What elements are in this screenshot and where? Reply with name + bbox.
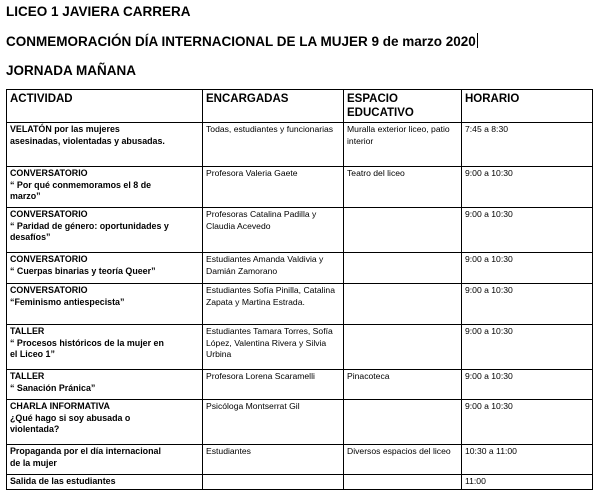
column-header-activity: ACTIVIDAD xyxy=(7,90,203,123)
activity-line: CHARLA INFORMATIVA xyxy=(10,401,110,411)
table-row xyxy=(7,370,593,400)
table-header-row xyxy=(7,90,593,123)
table-row xyxy=(7,475,593,490)
activity-cell xyxy=(7,325,203,370)
activity-line: “Feminismo antiespecista” xyxy=(10,296,125,307)
activity-line: TALLER xyxy=(10,371,45,381)
school-name: LICEO 1 JAVIERA CARRERA xyxy=(6,4,191,19)
space-cell: Muralla exterior liceo, patio interior xyxy=(344,123,462,167)
column-header-in-charge: ENCARGADAS xyxy=(203,90,344,123)
activity-cell xyxy=(7,370,203,400)
table-row xyxy=(7,123,593,167)
activity-line: “ Cuerpas binarias y teoría Queer” xyxy=(10,265,156,276)
activity-cell xyxy=(7,284,203,325)
in-charge-cell xyxy=(203,475,344,490)
activity-line: CONVERSATORIO xyxy=(10,254,88,264)
table-row xyxy=(7,445,593,475)
space-cell xyxy=(344,284,462,325)
in-charge-cell: Estudiantes xyxy=(203,445,344,475)
activity-line: “ Por qué conmemoramos el 8 de xyxy=(10,179,152,190)
activity-cell xyxy=(7,167,203,208)
table-row xyxy=(7,400,593,445)
time-cell: 10:30 a 11:00 xyxy=(462,445,593,475)
table-row xyxy=(7,325,593,370)
in-charge-cell: Estudiantes Sofía Pinilla, Catalina Zapata y Martina Estrada. xyxy=(203,284,344,325)
time-cell: 9:00 a 10:30 xyxy=(462,253,593,284)
time-cell: 9:00 a 10:30 xyxy=(462,284,593,325)
in-charge-cell: Estudiantes Tamara Torres, Sofía López, Valentina Rivera y Silvia Urbina xyxy=(203,325,344,370)
space-cell: Pinacoteca xyxy=(344,370,462,400)
activity-cell xyxy=(7,475,203,490)
activity-line: CONVERSATORIO xyxy=(10,168,88,178)
space-cell: Diversos espacios del liceo xyxy=(344,445,462,475)
table-row xyxy=(7,167,593,208)
activity-cell xyxy=(7,208,203,253)
time-cell: 9:00 a 10:30 xyxy=(462,208,593,253)
activity-line: marzo” xyxy=(10,191,41,202)
in-charge-cell: Profesoras Catalina Padilla y Claudia Acevedo xyxy=(203,208,344,253)
activity-line: TALLER xyxy=(10,326,45,336)
activity-line: CONVERSATORIO xyxy=(10,209,88,219)
time-cell: 9:00 a 10:30 xyxy=(462,325,593,370)
shift-label: JORNADA MAÑANA xyxy=(6,63,136,78)
activity-line: VELATÓN por las mujeres xyxy=(10,124,120,134)
activity-line: ¿Qué hago si soy abusada o xyxy=(10,412,131,423)
activity-line: de la mujer xyxy=(10,457,57,468)
activity-line: Salida de las estudiantes xyxy=(10,476,116,486)
in-charge-cell: Todas, estudiantes y funcionarias xyxy=(203,123,344,167)
activity-cell xyxy=(7,445,203,475)
activity-line: desafíos” xyxy=(10,232,51,243)
time-cell: 9:00 a 10:30 xyxy=(462,400,593,445)
activity-line: “ Paridad de género: oportunidades y xyxy=(10,220,169,231)
time-cell: 7:45 a 8:30 xyxy=(462,123,593,167)
space-cell xyxy=(344,400,462,445)
in-charge-cell: Profesora Lorena Scaramelli xyxy=(203,370,344,400)
table-row xyxy=(7,253,593,284)
activity-line: CONVERSATORIO xyxy=(10,285,88,295)
table-row xyxy=(7,284,593,325)
schedule-table xyxy=(6,89,593,490)
activity-line: el Liceo 1” xyxy=(10,349,55,360)
space-cell xyxy=(344,475,462,490)
column-header-space: ESPACIO EDUCATIVO xyxy=(344,90,462,123)
event-title-text: CONMEMORACIÓN DÍA INTERNACIONAL DE LA MUJER 9 de marzo 2020 xyxy=(6,34,476,49)
space-cell: Teatro del liceo xyxy=(344,167,462,208)
in-charge-cell: Estudiantes Amanda Valdivia y Damián Zamorano xyxy=(203,253,344,284)
space-cell xyxy=(344,325,462,370)
activity-cell xyxy=(7,400,203,445)
time-cell: 9:00 a 10:30 xyxy=(462,370,593,400)
activity-line: “ Procesos históricos de la mujer en xyxy=(10,337,164,348)
time-cell: 9:00 a 10:30 xyxy=(462,167,593,208)
space-cell xyxy=(344,253,462,284)
column-header-time: HORARIO xyxy=(462,90,593,123)
in-charge-cell: Psicóloga Montserrat Gil xyxy=(203,400,344,445)
text-cursor xyxy=(477,33,478,48)
time-cell: 11:00 xyxy=(462,475,593,490)
activity-cell xyxy=(7,123,203,167)
table-row xyxy=(7,208,593,253)
in-charge-cell: Profesora Valeria Gaete xyxy=(203,167,344,208)
activity-line: violentada? xyxy=(10,424,60,435)
activity-cell xyxy=(7,253,203,284)
space-cell xyxy=(344,208,462,253)
activity-line: “ Sanación Pránica” xyxy=(10,382,96,393)
event-title xyxy=(6,33,478,49)
activity-line: Propaganda por el día internacional xyxy=(10,446,161,456)
activity-line: asesinadas, violentadas y abusadas. xyxy=(10,135,165,146)
